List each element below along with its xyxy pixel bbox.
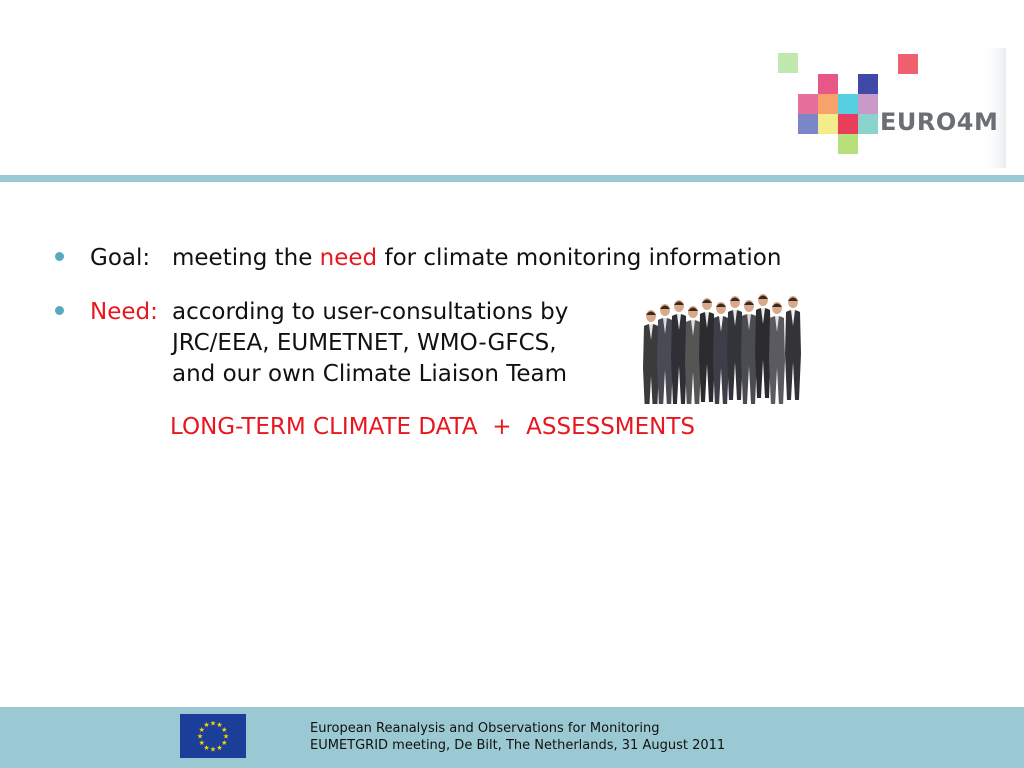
eu-star-icon: ★ [203,743,210,752]
need-line-2: JRC/EEA, EUMETNET, WMO-GFCS, [172,330,557,356]
person-figure [741,300,757,404]
eu-star-icon: ★ [196,732,204,741]
eu-star-icon: ★ [198,739,205,747]
person-figure [699,298,715,402]
goal-text [172,243,781,273]
need-line-1: according to user-consultations by [172,299,569,325]
eu-star-icon: ★ [209,745,217,754]
euro4m-logo [770,48,1006,168]
person-figure [727,296,743,400]
goal-text-need: need [319,245,378,271]
eu-star-icon: ★ [198,726,205,734]
person-figure [755,294,771,398]
need-line-3: and our own Climate Liaison Team [172,361,568,387]
person-figure [657,304,673,404]
business-people-group-image [634,288,804,404]
person-figure [713,302,729,404]
person-figure [643,310,659,404]
eu-star-icon: ★ [216,721,223,730]
person-figure [685,306,701,404]
need-label: Need: [90,299,158,325]
goal-label: Goal: [90,245,151,271]
eu-star-icon: ★ [209,719,217,728]
highlight-line: LONG-TERM CLIMATE DATA + ASSESSMENTS [170,414,696,440]
person-figure [769,302,785,404]
person-figure [785,296,801,400]
bullet-dot [55,252,64,261]
bullet-dot [55,306,64,315]
person-figure [671,300,687,404]
eu-flag-icon [180,714,246,758]
eu-star-icon: ★ [216,743,223,752]
eu-star-icon: ★ [203,721,210,730]
logo-wordmark: EURO4M [880,108,999,136]
eu-star-icon: ★ [222,732,230,741]
footer-line-1: European Reanalysis and Observations for Monitoring [310,721,660,736]
eu-star-icon: ★ [221,726,228,734]
eu-star-icon: ★ [221,739,228,747]
goal-text-after: for climate monitoring information [384,245,782,271]
footer-line-2: EUMETGRID meeting, De Bilt, The Netherlands, 31 August 2011 [310,738,726,753]
goal-text-before: meeting the [172,245,313,271]
header-divider [0,175,1024,182]
